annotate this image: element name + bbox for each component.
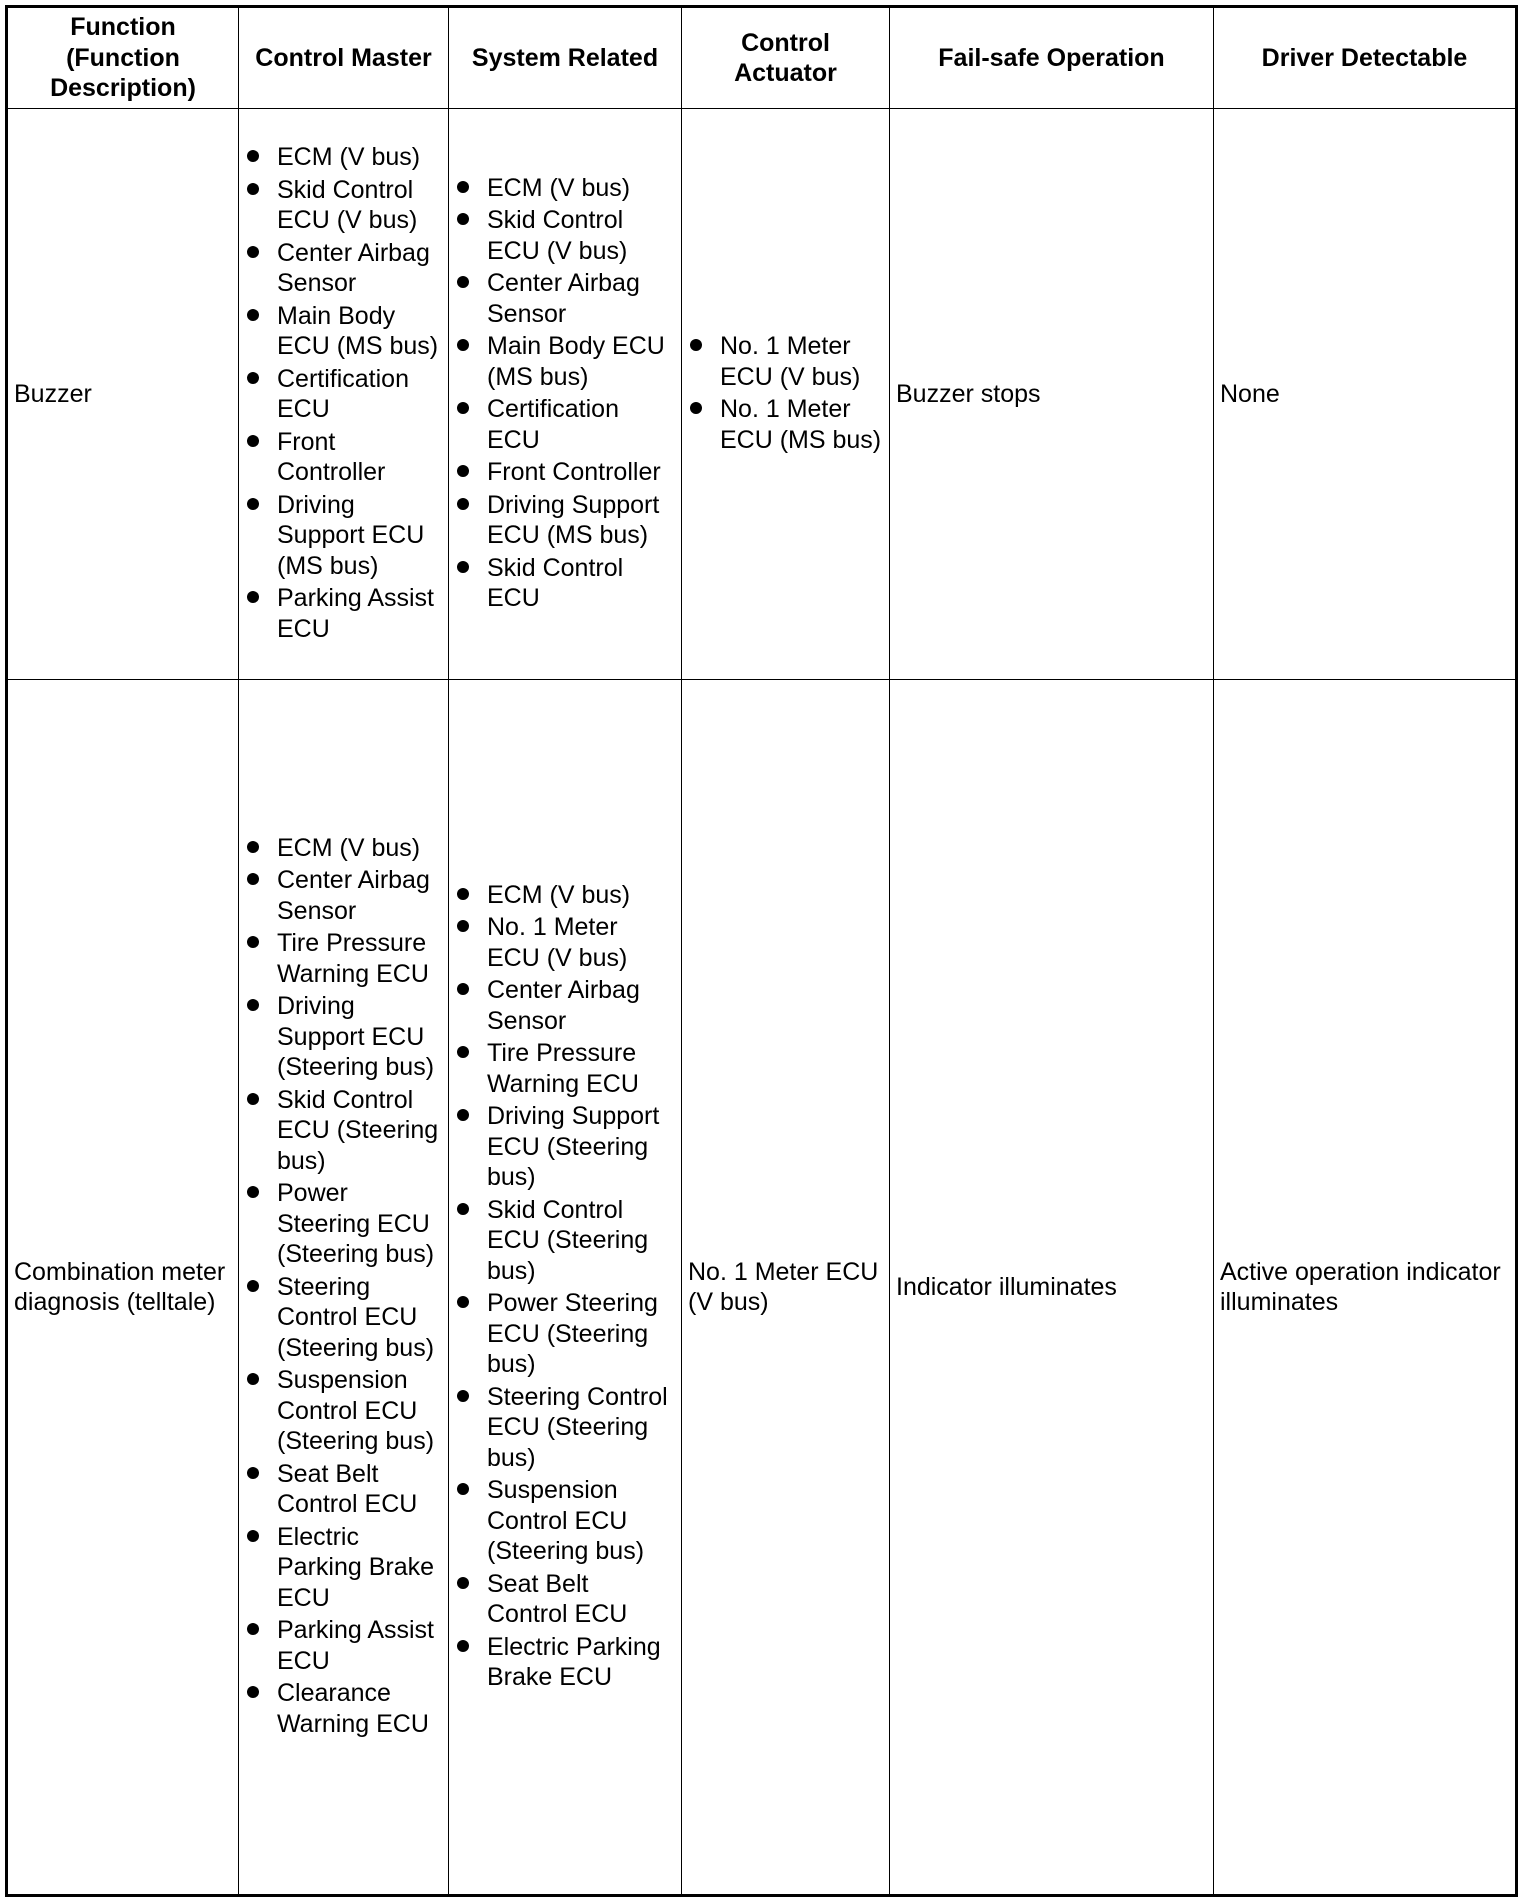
bullet-icon <box>247 936 259 948</box>
control-actuator-cell: No. 1 Meter ECU (V bus) <box>682 680 890 1896</box>
list-item <box>245 1178 442 1270</box>
list-item <box>245 364 442 425</box>
list-item-text: Power Steering ECU (Steering bus) <box>277 1179 435 1269</box>
bullet-icon <box>247 591 259 603</box>
list-item-text: ECM (V bus) <box>487 173 631 202</box>
list-item <box>455 1475 675 1567</box>
list-item <box>455 1569 675 1630</box>
list-item-text: Power Steering ECU (Steering bus) <box>487 1289 658 1378</box>
bullet-icon <box>457 1640 469 1652</box>
control-master-list <box>245 142 442 644</box>
header-system-related: System Related <box>449 7 682 109</box>
header-function: Function (Function Description) <box>7 7 239 109</box>
bullet-icon <box>247 999 259 1011</box>
list-item-text: No. 1 Meter ECU (MS bus) <box>720 395 882 454</box>
list-item-text: Driving Support ECU (Steering bus) <box>277 992 435 1082</box>
list-item-text: Center Airbag Sensor <box>277 866 430 925</box>
control-actuator-cell <box>682 109 890 680</box>
list-item-text: Parking Assist ECU <box>277 584 435 643</box>
bullet-icon <box>457 888 469 900</box>
list-item-text: Suspension Control ECU (Steering bus) <box>487 1476 645 1565</box>
bullet-icon <box>247 1280 259 1292</box>
list-item <box>245 1615 442 1676</box>
system-related-list <box>455 880 675 1693</box>
list-item <box>245 142 442 173</box>
driver-detectable-cell: Active operation indicator illuminates <box>1214 680 1517 1896</box>
list-item-text: Driving Support ECU (MS bus) <box>277 490 425 580</box>
bullet-icon <box>690 402 702 414</box>
header-row <box>7 7 1517 109</box>
bullet-icon <box>247 435 259 447</box>
list-item-text: Electric Parking Brake ECU <box>487 1632 661 1691</box>
fail-safe-cell: Indicator illuminates <box>890 680 1214 1896</box>
list-item-text: Seat Belt Control ECU <box>277 1459 418 1519</box>
list-item <box>455 173 675 204</box>
list-item <box>455 268 675 329</box>
bullet-icon <box>457 465 469 477</box>
list-item <box>455 394 675 455</box>
list-item-text: No. 1 Meter ECU (V bus) <box>720 332 861 391</box>
list-item-text: Driving Support ECU (Steering bus) <box>487 1102 660 1191</box>
header-control-actuator: Control Actuator <box>682 7 890 109</box>
list-item-text: Center Airbag Sensor <box>487 269 640 328</box>
header-fail-safe-operation: Fail-safe Operation <box>890 7 1214 109</box>
header-driver-detectable: Driver Detectable <box>1214 7 1517 109</box>
list-item <box>455 490 675 551</box>
list-item-text: Parking Assist ECU <box>277 1616 435 1675</box>
list-item <box>688 394 883 455</box>
bullet-icon <box>457 1577 469 1589</box>
bullet-icon <box>457 1203 469 1215</box>
list-item-text: Driving Support ECU (MS bus) <box>487 490 660 549</box>
function-cell: Buzzer <box>7 109 239 680</box>
list-item <box>245 1678 442 1739</box>
list-item <box>455 1195 675 1287</box>
list-item <box>245 865 442 926</box>
bullet-icon <box>457 920 469 932</box>
bullet-icon <box>247 183 259 195</box>
system-related-cell <box>449 109 682 680</box>
bullet-icon <box>247 1373 259 1385</box>
list-item-text: Clearance Warning ECU <box>277 1679 429 1738</box>
list-item <box>245 1085 442 1177</box>
bullet-icon <box>247 1467 259 1479</box>
bullet-icon <box>457 983 469 995</box>
list-item <box>245 427 442 488</box>
list-item <box>245 991 442 1083</box>
list-item-text: ECM (V bus) <box>487 880 631 909</box>
list-item <box>455 912 675 973</box>
function-cell: Combination meter diagnosis (telltale) <box>7 680 239 1896</box>
list-item-text: ECM (V bus) <box>277 143 421 171</box>
list-item <box>245 833 442 864</box>
bullet-icon <box>247 1686 259 1698</box>
bullet-icon <box>457 181 469 193</box>
list-item <box>455 457 675 488</box>
bullet-icon <box>690 339 702 351</box>
list-item <box>455 880 675 911</box>
list-item-text: Tire Pressure Warning ECU <box>277 929 429 988</box>
control-master-cell <box>239 109 449 680</box>
bullet-icon <box>457 561 469 573</box>
bullet-icon <box>247 1186 259 1198</box>
bullet-icon <box>457 1046 469 1058</box>
list-item <box>455 1101 675 1193</box>
list-item <box>245 928 442 989</box>
list-item <box>455 1382 675 1474</box>
fail-safe-cell: Buzzer stops <box>890 109 1214 680</box>
list-item-text: Skid Control ECU <box>487 553 624 612</box>
list-item-text: ECM (V bus) <box>277 833 421 862</box>
function-spec-table <box>5 5 1518 1897</box>
bullet-icon <box>247 841 259 853</box>
list-item <box>688 331 883 392</box>
control-actuator-list <box>688 331 883 455</box>
control-master-list <box>245 833 442 1740</box>
list-item <box>245 1272 442 1364</box>
list-item <box>455 975 675 1036</box>
list-item-text: Center Airbag Sensor <box>277 238 430 297</box>
list-item <box>245 1459 442 1520</box>
bullet-icon <box>457 339 469 351</box>
list-item <box>455 331 675 392</box>
bullet-icon <box>457 1109 469 1121</box>
list-item <box>245 1522 442 1614</box>
list-item <box>245 175 442 236</box>
bullet-icon <box>247 309 259 321</box>
bullet-icon <box>457 1390 469 1402</box>
list-item <box>245 583 442 644</box>
bullet-icon <box>457 1483 469 1495</box>
bullet-icon <box>247 1530 259 1542</box>
list-item-text: Front Controller <box>277 427 386 486</box>
bullet-icon <box>457 213 469 225</box>
list-item <box>455 1288 675 1380</box>
driver-detectable-cell: None <box>1214 109 1517 680</box>
bullet-icon <box>247 498 259 510</box>
list-item-text: Suspension Control ECU (Steering bus) <box>277 1366 435 1456</box>
control-master-cell <box>239 680 449 1896</box>
bullet-icon <box>457 276 469 288</box>
list-item-text: Skid Control ECU (V bus) <box>487 206 628 265</box>
bullet-icon <box>247 150 259 162</box>
list-item-text: Main Body ECU (MS bus) <box>277 301 439 360</box>
list-item <box>455 1038 675 1099</box>
bullet-icon <box>247 1093 259 1105</box>
list-item-text: Electric Parking Brake ECU <box>277 1522 435 1612</box>
list-item-text: Tire Pressure Warning ECU <box>487 1039 639 1098</box>
list-item-text: Certification ECU <box>277 364 409 423</box>
table-row <box>7 109 1517 680</box>
list-item-text: Skid Control ECU (Steering bus) <box>277 1085 439 1175</box>
header-control-master: Control Master <box>239 7 449 109</box>
bullet-icon <box>247 873 259 885</box>
bullet-icon <box>457 1296 469 1308</box>
list-item-text: Main Body ECU (MS bus) <box>487 332 665 391</box>
bullet-icon <box>457 402 469 414</box>
list-item-text: Skid Control ECU (V bus) <box>277 175 418 234</box>
list-item-text: Center Airbag Sensor <box>487 976 640 1035</box>
table-row <box>7 680 1517 1896</box>
bullet-icon <box>247 1623 259 1635</box>
list-item-text: Certification ECU <box>487 395 619 454</box>
list-item-text: Skid Control ECU (Steering bus) <box>487 1195 649 1285</box>
list-item-text: Front Controller <box>487 458 661 486</box>
bullet-icon <box>457 498 469 510</box>
list-item-text: Steering Control ECU (Steering bus) <box>487 1382 668 1472</box>
list-item <box>455 1632 675 1693</box>
system-related-list <box>455 173 675 614</box>
bullet-icon <box>247 372 259 384</box>
bullet-icon <box>247 246 259 258</box>
system-related-cell <box>449 680 682 1896</box>
list-item <box>455 553 675 614</box>
list-item-text: No. 1 Meter ECU (V bus) <box>487 913 628 972</box>
list-item-text: Steering Control ECU (Steering bus) <box>277 1272 435 1362</box>
list-item <box>455 205 675 266</box>
list-item <box>245 490 442 582</box>
list-item <box>245 1365 442 1457</box>
list-item <box>245 238 442 299</box>
list-item-text: Seat Belt Control ECU <box>487 1569 628 1628</box>
list-item <box>245 301 442 362</box>
